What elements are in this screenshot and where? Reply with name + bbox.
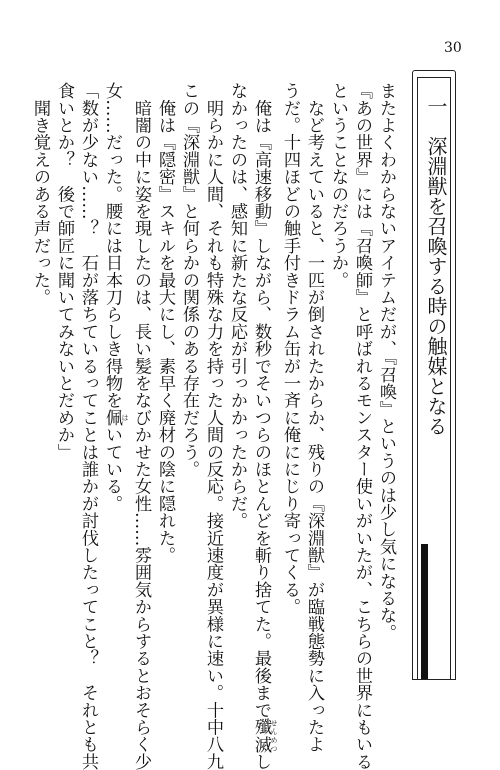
text-line: 食いとか？ 後で師匠に聞いてみないとだめか」 xyxy=(54,82,74,461)
text-line-with-ruby: 俺は『高速移動』しながら、数秒でそいつらのほとんどを斬り捨てた。最後まで殲 せん滅 めつし xyxy=(251,82,278,770)
ruby-annotation: 殲 せん xyxy=(251,718,278,736)
chapter-sidebar xyxy=(412,70,456,680)
ruby-annotation: 佩 は xyxy=(102,408,129,426)
text-line: など考えていると、一匹が倒されたからか、残りの『深淵獣』が臨戦態勢に入ったよ xyxy=(304,82,324,753)
chapter-title: 一 深淵獣を召喚する時の触媒となる xyxy=(424,96,448,436)
chapter-bar xyxy=(421,544,428,679)
text-line: 暗闇の中に姿を現したのは、長い髪をなびかせた女性……雰囲気からするとおそらく少 xyxy=(131,82,151,770)
ruby-annotation: 滅 めつ xyxy=(251,735,278,753)
text-line: うだ。十四ほどの触手付きドラム缶が一斉に俺ににじり寄ってくる。 xyxy=(280,82,300,616)
text-line: 聞き覚えのある声だった。 xyxy=(30,82,50,306)
page-number: 30 xyxy=(444,40,462,56)
text-line: 明らかに人間、それも特殊な力を持った人間の反応。接近速度が異様に速い。十中八九 xyxy=(203,82,223,770)
text-line-with-ruby: 女……だった。腰には日本刀らしき得物を佩 はいている。 xyxy=(102,82,129,512)
text-line: この『深淵獣』と何らかの関係のある存在だろう。 xyxy=(179,82,199,478)
text-line: 『あの世界』には『召喚師』と呼ばれるモンスター使いがいたが、こちらの世界にもいる xyxy=(352,82,372,770)
body-text xyxy=(28,82,398,770)
text-line: ということなのだろうか。 xyxy=(328,82,348,289)
text-line: 「数が少ない……？ 石が落ちているってことは誰かが討伐したってこと？ それとも共 xyxy=(78,82,98,770)
chapter-frame xyxy=(417,77,451,679)
text-line: なかったのは、感知に新たな反応が引っかかったからだ。 xyxy=(227,82,247,530)
text-line: またよくわからないアイテムだが、『召喚』というのは少し気になるな。 xyxy=(376,82,396,641)
text-line: 俺は『隠密』スキルを最大にし、素早く廃材の陰に隠れた。 xyxy=(155,82,175,564)
